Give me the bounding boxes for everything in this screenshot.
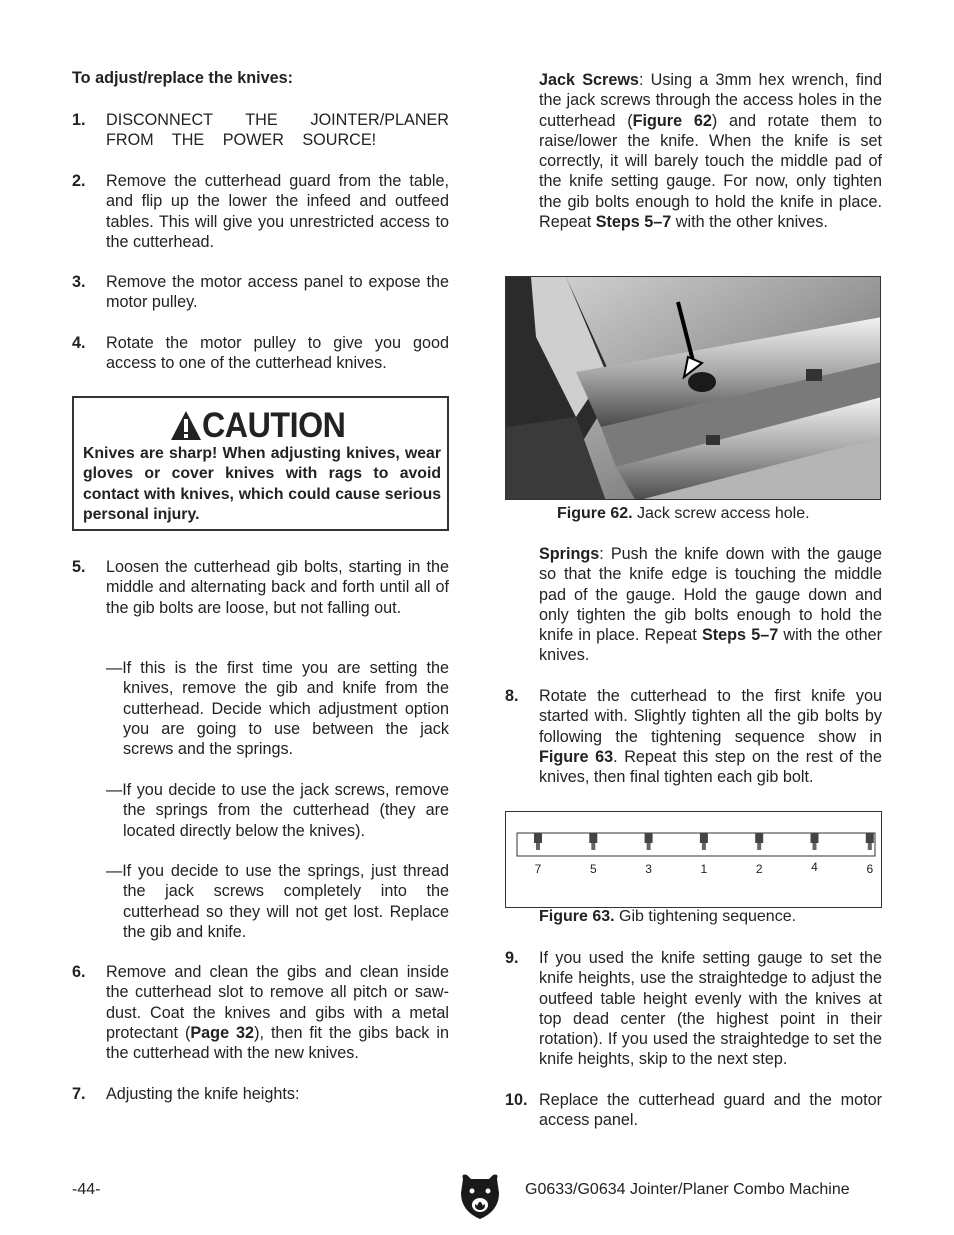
- step-text: Adjusting the knife heights:: [106, 1085, 300, 1103]
- step-text: Replace the cutterhead guard and the motor access panel.: [539, 1091, 882, 1130]
- caution-box: [72, 396, 449, 531]
- step-number: 3.: [72, 273, 86, 291]
- page-reference: Page 32: [190, 1023, 255, 1042]
- warning-triangle-icon: [170, 410, 202, 442]
- step-text: Remove the motor access panel to expose the motor pulley.: [106, 273, 449, 312]
- step-text: Rotate the cutterhead to the first knife you started with. Slightly tighten all the gib bolts by following the tightening sequence show in Figure 63. Repeat this step on the rest of the knives, then final tighten each gib bolt.: [539, 687, 882, 787]
- step-5-option-first-time: —If this is the first time you are setting the knives, remove the gib and knife from the cutterhead. Decide which adjustment option you are going to use between the jack screws and the springs.: [106, 659, 449, 759]
- figure-reference: Figure 62: [632, 111, 712, 130]
- gib-bolt-number: 3: [645, 862, 652, 876]
- springs-paragraph: Springs: Push the knife down with the gauge so that the knife edge is touching the middle pad of the gauge. Hold the gauge down and only tighten the gib bolts enough to hold the knife in place. Repeat Steps 5–7 with the other knives.: [539, 545, 882, 665]
- step-10: [505, 1090, 882, 1131]
- caution-text: Knives are sharp! When adjusting knives, wear gloves or cover knives with rags to avoid contact with knives, which could cause serious personal injury.: [83, 445, 441, 523]
- cutterhead-photo-illustration: [506, 277, 881, 500]
- gib-bolt-number: 7: [534, 862, 542, 876]
- caution-title: [170, 408, 358, 444]
- step-number: 7.: [72, 1085, 86, 1103]
- step-number: 9.: [505, 949, 519, 967]
- section-heading: To adjust/replace the knives:: [72, 69, 293, 87]
- gib-bolt-number: 5: [589, 862, 597, 876]
- gib-bolt-number: 1: [700, 862, 708, 876]
- step-1: [72, 110, 449, 151]
- step-7: [72, 1084, 449, 1104]
- step-number: 6.: [72, 963, 86, 981]
- step-number: 4.: [72, 334, 86, 352]
- step-4: [72, 333, 449, 374]
- jack-screws-paragraph: Jack Screws: Using a 3mm hex wrench, find the jack screws through the access holes in the cutterhead (Figure 62) and rotate them to raise/lower the knife. When the knife is set correctly, it will barely touch the middle pad of the knife setting gauge. For now, only tighten the gib bolts enough to hold the knife in place. Repeat Steps 5–7 with the other knives.: [539, 71, 883, 232]
- footer-title: G0633/G0634 Jointer/Planer Combo Machine: [525, 1181, 850, 1198]
- step-text: Remove the cutterhead guard from the table, and flip up the lower the infeed and outfeed tables. This will give you unrestricted access to the cutterhead.: [106, 172, 449, 251]
- page-number: -44-: [72, 1181, 101, 1198]
- figure-62-caption: Figure 62. Jack screw access hole.: [557, 505, 810, 522]
- gib-bolt-number: 2: [755, 862, 763, 876]
- figure-reference: Figure 63: [539, 747, 614, 766]
- step-8: [505, 686, 882, 787]
- figure-63-diagram: [505, 811, 882, 908]
- steps-reference: Steps 5–7: [701, 626, 779, 645]
- step-number: 2.: [72, 172, 86, 190]
- jack-screws-label: Jack Screws: [539, 71, 639, 89]
- caution-word: CAUTION: [202, 406, 346, 445]
- step-text: Loosen the cutterhead gib bolts, starting in the middle and alternating back and forth until all of the gib bolts are loose, but not falling out.: [106, 558, 449, 617]
- figure-63-caption: Figure 63. Gib tightening sequence.: [539, 908, 797, 925]
- step-5-option-springs: —If you decide to use the springs, just thread the jack screws completely into the cutterhead so they will not get lost. Replace the gib and knife.: [106, 862, 449, 941]
- step-number: 5.: [72, 558, 86, 576]
- step-6: [72, 962, 449, 1063]
- springs-label: Springs: [539, 545, 600, 563]
- step-3: [72, 272, 449, 313]
- step-text: Remove and clean the gibs and clean inside the cutterhead slot to remove all pitch or saw-dust. Coat the knives and gibs with a metal protectant (Page 32), then fit the gibs back in the cutterhead with the new knives.: [106, 963, 449, 1063]
- step-number: 1.: [72, 111, 86, 129]
- step-5-option-jack-screws: —If you decide to use the jack screws, remove the springs from the cutterhead (they are located directly below the knives).: [106, 781, 449, 840]
- step-5: [72, 557, 449, 618]
- step-text: DISCONNECT THE JOINTER/PLANER FROM THE POWER SOURCE!: [106, 111, 449, 150]
- step-2: [72, 171, 449, 252]
- gib-bolt-number: 4: [811, 860, 818, 874]
- step-9: [505, 948, 882, 1070]
- figure-62-photo: [505, 276, 881, 500]
- gib-bolt-sequence: [506, 812, 881, 907]
- grizzly-bear-logo-icon: [459, 1173, 501, 1221]
- step-number: 8.: [505, 687, 519, 705]
- step-text: If you used the knife setting gauge to set the knife heights, use the straightedge to adjust the outfeed table height evenly with the knives at top dead center (the highest point in their rotation). If you used the straightedge to set the knife heights, skip to the next step.: [539, 949, 882, 1069]
- steps-reference: Steps 5–7: [595, 213, 672, 232]
- gib-bolt-number: 6: [866, 862, 874, 876]
- step-text: Rotate the motor pulley to give you good access to one of the cutterhead knives.: [106, 334, 449, 373]
- step-number: 10.: [505, 1091, 528, 1109]
